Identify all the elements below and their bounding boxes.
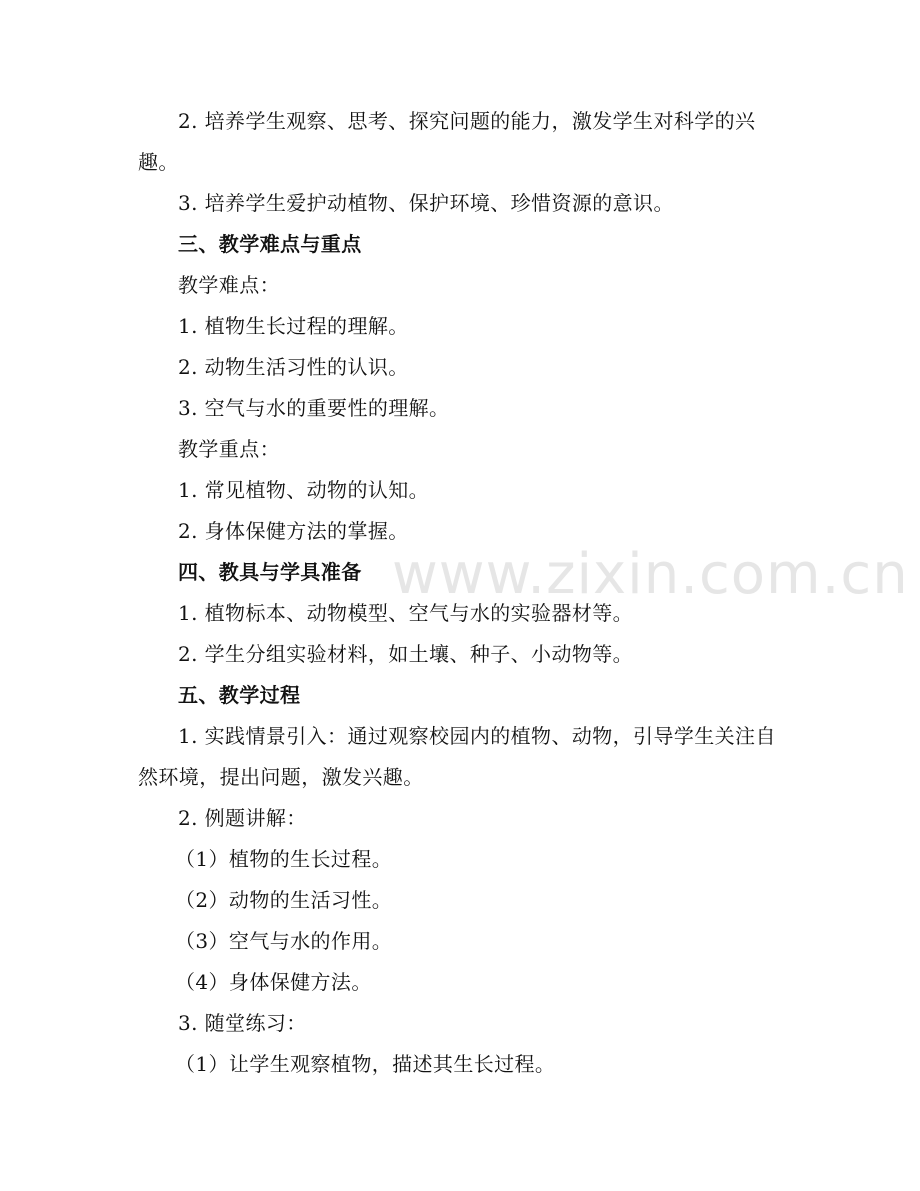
section-heading-difficulties: 三、教学难点与重点: [178, 232, 362, 256]
process-subitem-3-1: （1）让学生观察植物，描述其生长过程。: [175, 1052, 556, 1076]
process-subitem-2-3: （3）空气与水的作用。: [175, 929, 393, 953]
process-item-2: 2. 例题讲解：: [178, 806, 307, 830]
process-item-3: 3. 随堂练习：: [178, 1011, 307, 1035]
process-item-1: 1. 实践情景引入：通过观察校园内的植物、动物，引导学生关注自然环境，提出问题，激发兴趣。: [138, 724, 776, 789]
key-point-item-2: 2. 身体保健方法的掌握。: [178, 519, 409, 543]
difficulty-item-3: 3. 空气与水的重要性的理解。: [178, 396, 450, 420]
process-subitem-2-1: （1）植物的生长过程。: [175, 847, 393, 871]
objective-item-2: 2. 培养学生观察、思考、探究问题的能力，激发学生对科学的兴趣。: [138, 109, 756, 174]
difficulties-label: 教学难点：: [178, 273, 280, 297]
material-item-1: 1. 植物标本、动物模型、空气与水的实验器材等。: [178, 601, 634, 625]
key-point-item-1: 1. 常见植物、动物的认知。: [178, 478, 430, 502]
process-subitem-2-4: （4）身体保健方法。: [175, 970, 372, 994]
material-item-2: 2. 学生分组实验材料，如土壤、种子、小动物等。: [178, 642, 634, 666]
difficulty-item-2: 2. 动物生活习性的认识。: [178, 355, 409, 379]
difficulty-item-1: 1. 植物生长过程的理解。: [178, 314, 409, 338]
key-points-label: 教学重点：: [178, 437, 280, 461]
process-subitem-2-2: （2）动物的生活习性。: [175, 888, 393, 912]
objective-item-3: 3. 培养学生爱护动植物、保护环境、珍惜资源的意识。: [178, 191, 674, 215]
watermark: www.zixin.com.cn: [392, 542, 909, 607]
section-heading-materials: 四、教具与学具准备: [178, 560, 362, 584]
section-heading-process: 五、教学过程: [178, 683, 301, 707]
document-body: [138, 101, 784, 1085]
